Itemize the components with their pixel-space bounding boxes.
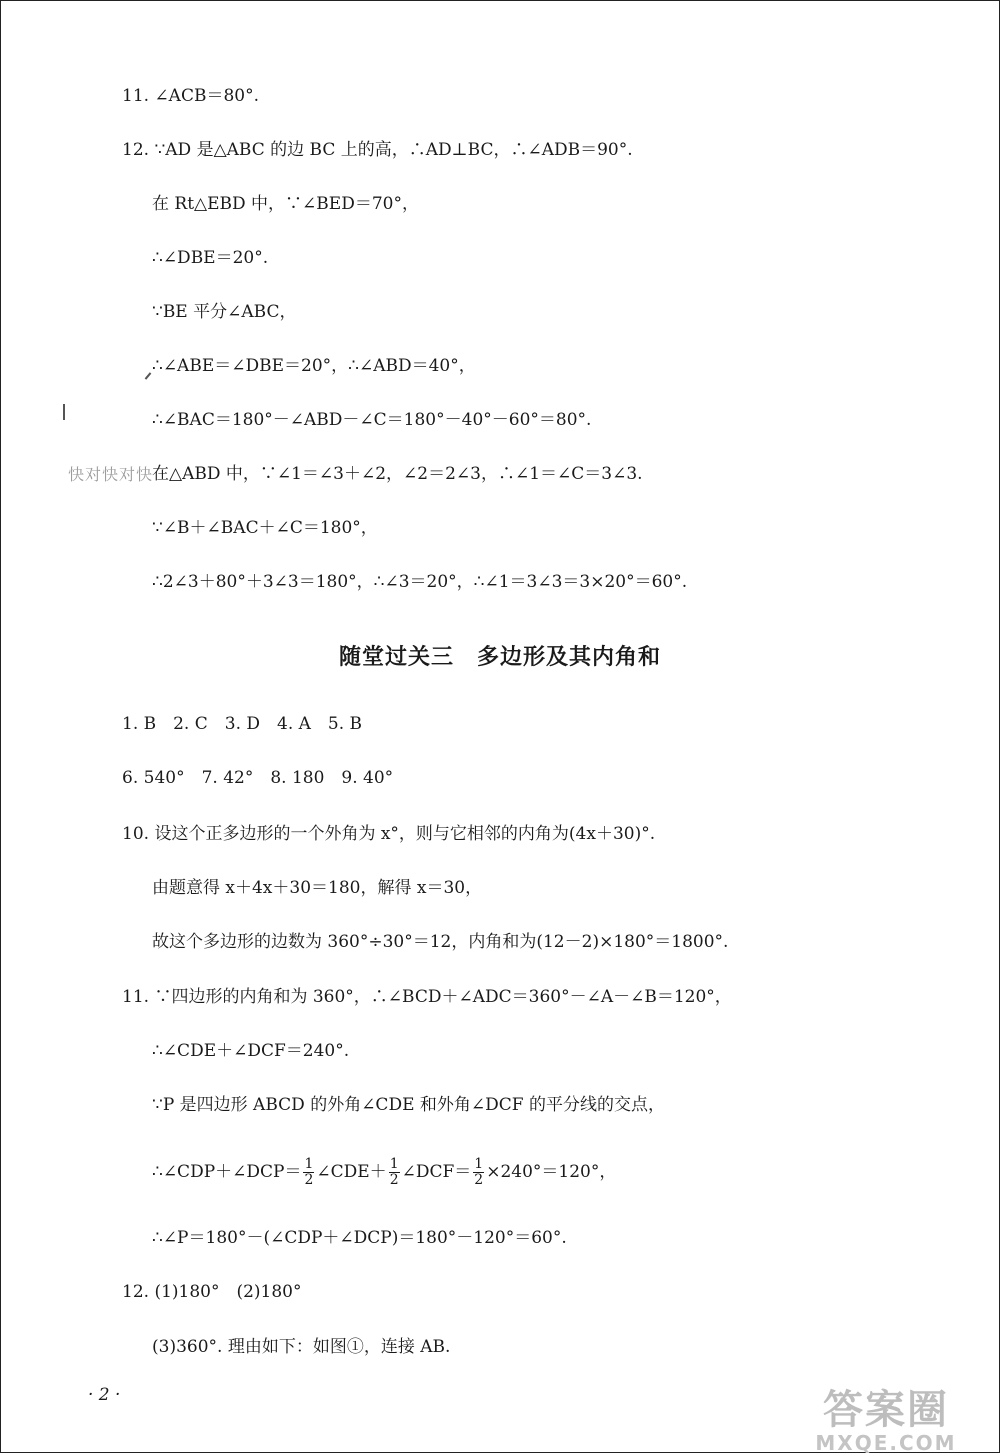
equation-part: ∠DCF＝ xyxy=(401,1162,472,1182)
answer-line-12b: 12. (1)180° (2)180° xyxy=(122,1282,302,1302)
fraction-equation xyxy=(152,1155,616,1189)
watermark-url: MXQE.COM xyxy=(815,1431,957,1455)
answer-line: ∴∠P＝180°－(∠CDP＋∠DCP)＝180°－120°＝60°. xyxy=(152,1228,567,1248)
choice-answers: 1. B 2. C 3. D 4. A 5. B xyxy=(122,714,363,734)
fraction-denominator: 2 xyxy=(389,1172,399,1188)
section-title: 随堂过关三 多边形及其内角和 xyxy=(338,645,661,670)
fraction-numerator: 1 xyxy=(474,1156,484,1172)
fraction-half xyxy=(473,1157,484,1188)
answer-line: ∴∠ABE＝∠DBE＝20°，∴∠ABD＝40°， xyxy=(152,356,476,376)
answer-line-11b: 11. ∵四边形的内角和为 360°，∴∠BCD＋∠ADC＝360°－∠A－∠B＝120°， xyxy=(122,987,732,1007)
answer-line: ∵∠B＋∠BAC＋∠C＝180°， xyxy=(152,518,378,538)
answer-line: 在△ABD 中，∵∠1＝∠3＋∠2，∠2＝2∠3，∴∠1＝∠C＝3∠3. xyxy=(152,464,643,484)
fraction-denominator: 2 xyxy=(304,1172,314,1188)
fraction-numerator: 1 xyxy=(304,1156,314,1172)
equation-part: ×240°＝120°， xyxy=(486,1162,617,1182)
answer-line: ∴∠CDE＋∠DCF＝240°. xyxy=(152,1041,350,1061)
answer-line: ∴∠BAC＝180°－∠ABD－∠C＝180°－40°－60°＝80°. xyxy=(152,410,592,430)
answer-line: 在 Rt△EBD 中，∵∠BED＝70°， xyxy=(152,194,419,214)
equation-part: ∴∠CDP＋∠DCP＝ xyxy=(152,1162,302,1182)
answer-line-10: 10. 设这个正多边形的一个外角为 x°，则与它相邻的内角为(4x＋30)°. xyxy=(122,824,656,844)
answer-line: ∴∠DBE＝20°. xyxy=(152,248,269,268)
watermark-logo: 答案圈 xyxy=(823,1387,949,1433)
page-number: · 2 · xyxy=(88,1385,121,1405)
fraction-denominator: 2 xyxy=(474,1172,484,1188)
answer-line: (3)360°. 理由如下：如图①，连接 AB. xyxy=(152,1337,451,1357)
answer-line: ∵BE 平分∠ABC， xyxy=(152,302,297,322)
answer-line: ∴2∠3＋80°＋3∠3＝180°，∴∠3＝20°，∴∠1＝3∠3＝3×20°＝60°. xyxy=(152,572,688,592)
watermark xyxy=(786,1388,986,1454)
fill-answers: 6. 540° 7. 42° 8. 180 9. 40° xyxy=(122,768,394,788)
scan-mark xyxy=(63,404,65,420)
answer-line-12: 12. ∵AD 是△ABC 的边 BC 上的高，∴AD⊥BC，∴∠ADB＝90°. xyxy=(122,140,633,160)
equation-part: ∠CDE＋ xyxy=(316,1162,387,1182)
answer-line: 由题意得 x＋4x＋30＝180，解得 x＝30， xyxy=(152,878,483,898)
margin-note: 快对快对快 xyxy=(68,465,154,484)
fraction-half xyxy=(303,1157,314,1188)
fraction-numerator: 1 xyxy=(389,1156,399,1172)
answer-line: 故这个多边形的边数为 360°÷30°＝12，内角和为(12－2)×180°＝1800°. xyxy=(152,932,729,952)
fraction-half xyxy=(389,1157,400,1188)
answer-line-11: 11. ∠ACB＝80°. xyxy=(122,86,259,106)
answer-line: ∵P 是四边形 ABCD 的外角∠CDE 和外角∠DCF 的平分线的交点， xyxy=(152,1095,665,1115)
